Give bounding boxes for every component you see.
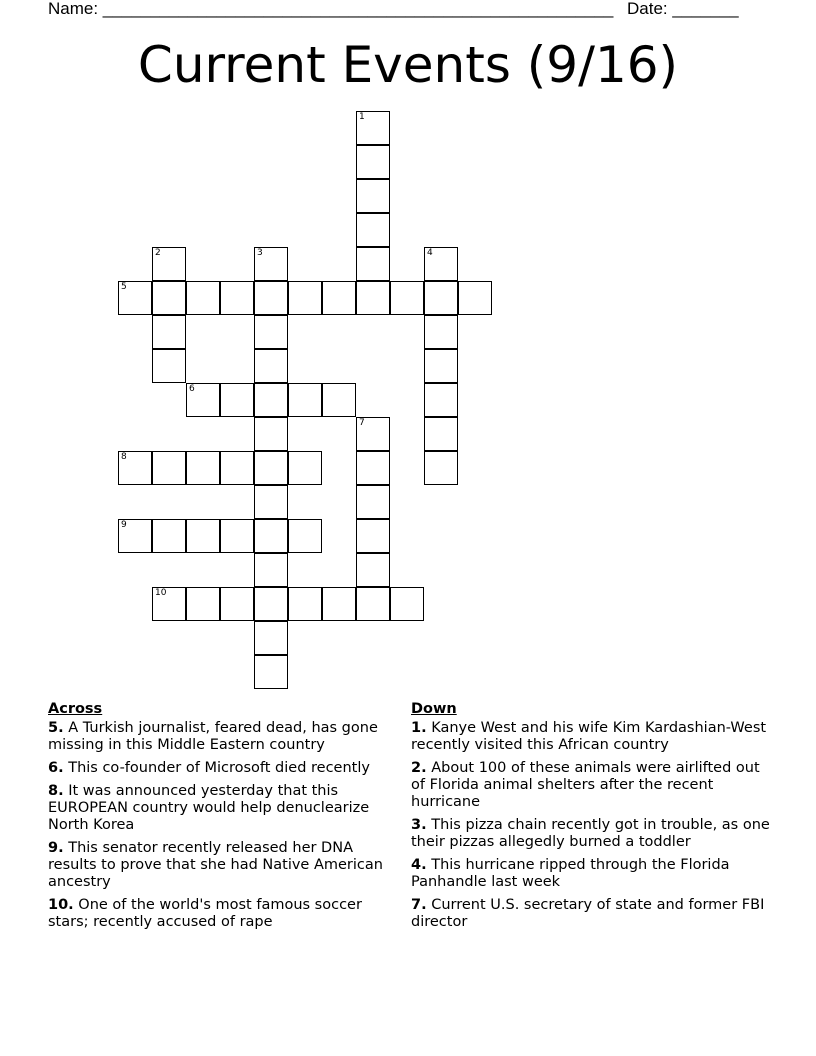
down-clues — [411, 701, 771, 937]
clue-text: About 100 of these animals were airlifted out of Florida animal shelters after the recent hurricane — [411, 760, 760, 810]
grid-cell[interactable] — [152, 281, 186, 315]
clue-text: This senator recently released her DNA results to prove that she had Native American ancestry — [48, 840, 383, 890]
grid-cell[interactable] — [254, 383, 288, 417]
grid-cell[interactable] — [152, 451, 186, 485]
grid-cell[interactable] — [356, 145, 390, 179]
cell-number: 2 — [155, 248, 161, 258]
down-clue-7 — [411, 897, 771, 931]
grid-cell[interactable] — [254, 655, 288, 689]
grid-cell[interactable] — [458, 281, 492, 315]
grid-cell[interactable] — [152, 349, 186, 383]
grid-cell[interactable] — [424, 451, 458, 485]
grid-cell[interactable] — [424, 315, 458, 349]
grid-cell[interactable] — [424, 281, 458, 315]
grid-cell[interactable] — [424, 349, 458, 383]
cell-number: 1 — [359, 112, 365, 122]
down-clue-1 — [411, 720, 771, 754]
grid-cell[interactable] — [254, 315, 288, 349]
date-field-line: Date: _______ — [627, 0, 739, 18]
down-clue-2 — [411, 760, 771, 811]
across-clues — [48, 701, 403, 937]
grid-cell[interactable] — [356, 451, 390, 485]
grid-cell[interactable] — [254, 553, 288, 587]
clue-number: 5. — [48, 720, 64, 736]
grid-cell[interactable] — [356, 111, 390, 145]
grid-cell[interactable] — [356, 417, 390, 451]
cell-number: 3 — [257, 248, 263, 258]
grid-cell[interactable] — [152, 315, 186, 349]
grid-cell[interactable] — [254, 281, 288, 315]
grid-cell[interactable] — [288, 451, 322, 485]
grid-cell[interactable] — [254, 349, 288, 383]
across-clue-6 — [48, 760, 403, 777]
clue-number: 2. — [411, 760, 427, 776]
clue-text: One of the world's most famous soccer stars; recently accused of rape — [48, 897, 362, 930]
grid-cell[interactable] — [424, 247, 458, 281]
grid-cell[interactable] — [424, 417, 458, 451]
cell-number: 10 — [155, 588, 167, 598]
grid-cell[interactable] — [118, 519, 152, 553]
cell-number: 7 — [359, 418, 365, 428]
grid-cell[interactable] — [356, 179, 390, 213]
clue-number: 4. — [411, 857, 427, 873]
across-heading: Across — [48, 701, 103, 717]
clue-number: 1. — [411, 720, 427, 736]
grid-cell[interactable] — [220, 519, 254, 553]
clue-number: 10. — [48, 897, 74, 913]
grid-cell[interactable] — [118, 451, 152, 485]
grid-cell[interactable] — [118, 281, 152, 315]
clue-text: It was announced yesterday that this EUROPEAN country would help denuclearize North Korea — [48, 783, 370, 833]
cell-number: 6 — [189, 384, 195, 394]
grid-cell[interactable] — [288, 281, 322, 315]
clue-number: 6. — [48, 760, 64, 776]
grid-cell[interactable] — [220, 587, 254, 621]
grid-cell[interactable] — [186, 587, 220, 621]
grid-cell[interactable] — [254, 451, 288, 485]
across-clue-5 — [48, 720, 403, 754]
grid-cell[interactable] — [288, 587, 322, 621]
grid-cell[interactable] — [322, 383, 356, 417]
grid-cell[interactable] — [356, 519, 390, 553]
grid-cell[interactable] — [254, 417, 288, 451]
name-field-line: Name: ______________________________________________________ — [48, 0, 614, 18]
grid-cell[interactable] — [254, 587, 288, 621]
grid-cell[interactable] — [152, 247, 186, 281]
across-clue-8 — [48, 783, 403, 834]
across-clue-9 — [48, 840, 403, 891]
down-clue-3 — [411, 817, 771, 851]
down-clue-4 — [411, 857, 771, 891]
cell-number: 8 — [121, 452, 127, 462]
grid-cell[interactable] — [356, 247, 390, 281]
grid-cell[interactable] — [152, 587, 186, 621]
clue-number: 9. — [48, 840, 64, 856]
grid-cell[interactable] — [186, 519, 220, 553]
clue-number: 7. — [411, 897, 427, 913]
grid-cell[interactable] — [288, 519, 322, 553]
grid-cell[interactable] — [322, 587, 356, 621]
grid-cell[interactable] — [186, 281, 220, 315]
grid-cell[interactable] — [390, 587, 424, 621]
grid-cell[interactable] — [356, 587, 390, 621]
cell-number: 9 — [121, 520, 127, 530]
grid-cell[interactable] — [356, 281, 390, 315]
clue-text: This hurricane ripped through the Florida Panhandle last week — [411, 857, 730, 890]
grid-cell[interactable] — [254, 519, 288, 553]
clue-text: Kanye West and his wife Kim Kardashian-West recently visited this African country — [411, 720, 767, 753]
page-title: Current Events (9/16) — [137, 36, 679, 94]
clue-number: 8. — [48, 783, 64, 799]
grid-cell[interactable] — [424, 383, 458, 417]
grid-cell[interactable] — [254, 621, 288, 655]
cell-number: 5 — [121, 282, 127, 292]
grid-cell[interactable] — [322, 281, 356, 315]
grid-cell[interactable] — [288, 383, 322, 417]
grid-cell[interactable] — [254, 247, 288, 281]
clue-number: 3. — [411, 817, 427, 833]
down-heading: Down — [411, 701, 457, 717]
clue-text: This co-founder of Microsoft died recently — [68, 760, 370, 776]
cell-number: 4 — [427, 248, 433, 258]
clue-text: Current U.S. secretary of state and former FBI director — [411, 897, 765, 930]
grid-cell[interactable] — [356, 553, 390, 587]
grid-cell[interactable] — [186, 451, 220, 485]
clue-text: A Turkish journalist, feared dead, has gone missing in this Middle Eastern country — [48, 720, 378, 753]
grid-cell[interactable] — [254, 485, 288, 519]
grid-cell[interactable] — [220, 281, 254, 315]
grid-cell[interactable] — [186, 383, 220, 417]
grid-cell[interactable] — [220, 451, 254, 485]
grid-cell[interactable] — [356, 485, 390, 519]
grid-cell[interactable] — [220, 383, 254, 417]
grid-cell[interactable] — [356, 213, 390, 247]
grid-cell[interactable] — [152, 519, 186, 553]
across-clue-10 — [48, 897, 403, 931]
clue-text: This pizza chain recently got in trouble, as one their pizzas allegedly burned a toddler — [411, 817, 770, 850]
grid-cell[interactable] — [390, 281, 424, 315]
